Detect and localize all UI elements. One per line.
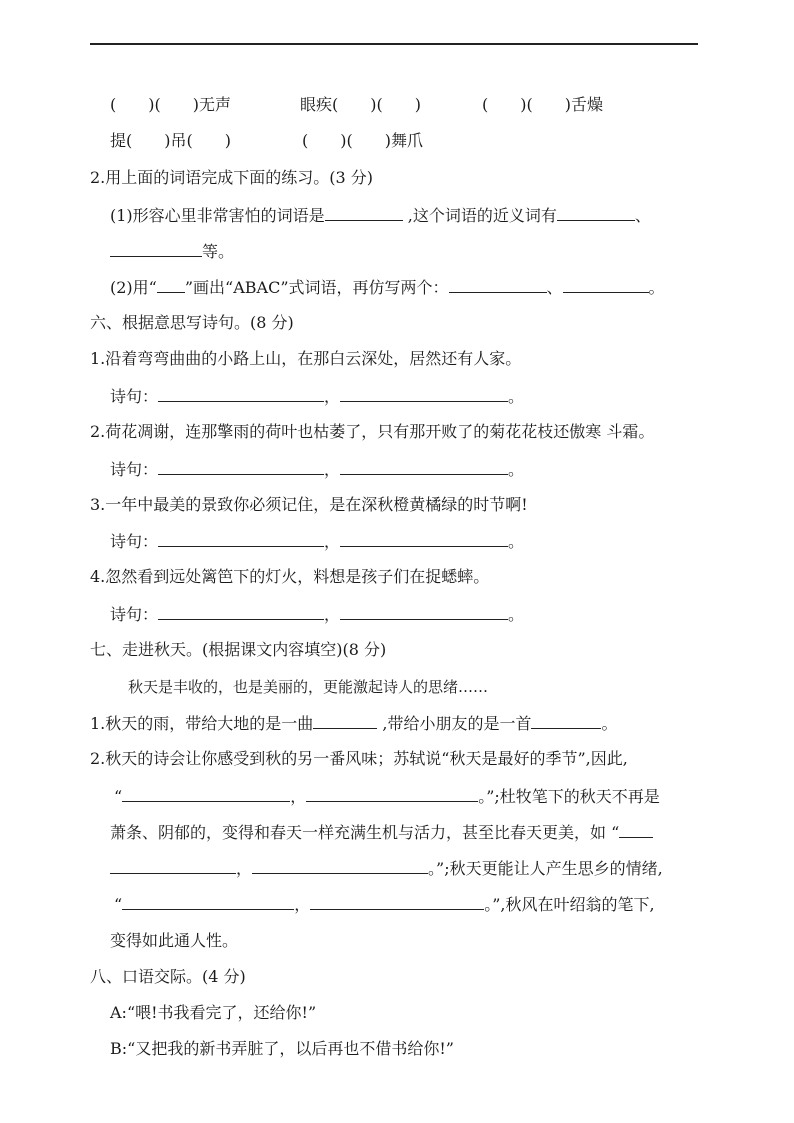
idiom-blank-5: ( )( )舞爪 bbox=[302, 131, 423, 150]
answer-blank[interactable] bbox=[325, 205, 403, 221]
poem-prompt-2: 2.荷花凋谢，连那擎雨的荷叶也枯萎了，只有那开败了的菊花花枝还傲寒 斗霜。 bbox=[90, 422, 655, 441]
period: 。 bbox=[508, 387, 525, 406]
comma: ， bbox=[324, 605, 341, 624]
answer-blank[interactable] bbox=[158, 459, 324, 475]
answer-blank[interactable] bbox=[252, 858, 428, 874]
q2-text-c1: 萧条、阴郁的，变得和春天一样充满生机与活力，甚至比春天更美，如 “ bbox=[110, 823, 620, 842]
dialogue-b: B:“又把我的新书弄脏了，以后再也不借书给你!” bbox=[110, 1039, 454, 1058]
section-7-q2: 2.秋天的诗会让你感受到秋的另一番风味；苏轼说“秋天是最好的季节”,因此, bbox=[90, 749, 628, 768]
comma: ， bbox=[290, 787, 307, 806]
question-2-2-text-a: (2)用“ bbox=[110, 278, 157, 297]
answer-blank[interactable] bbox=[306, 786, 478, 802]
comma: ， bbox=[324, 532, 341, 551]
q2-text-b3: 。”;杜牧笔下的秋天不再是 bbox=[478, 787, 660, 806]
section-8-heading: 八、口语交际。(4 分) bbox=[90, 967, 246, 986]
comma: ， bbox=[236, 859, 253, 878]
question-2-2-text-d: 。 bbox=[648, 278, 665, 297]
poem-label: 诗句： bbox=[110, 605, 159, 624]
question-2-1-text-a: (1)形容心里非常害怕的词语是 bbox=[110, 206, 325, 225]
answer-blank[interactable] bbox=[122, 894, 294, 910]
period: 。 bbox=[508, 460, 525, 479]
answer-blank[interactable] bbox=[340, 386, 508, 402]
question-2-1-cont bbox=[110, 241, 234, 262]
poem-prompt-3: 3.一年中最美的景致你必须记住，是在深秋橙黄橘绿的时节啊! bbox=[90, 495, 528, 514]
answer-blank[interactable] bbox=[158, 604, 324, 620]
section-7-q2-line3 bbox=[110, 822, 653, 843]
poem-prompt-4: 4.忽然看到远处篱笆下的灯火，料想是孩子们在捉蟋蟀。 bbox=[90, 567, 490, 586]
idiom-blank-4: 提( )吊( ) bbox=[110, 131, 231, 150]
answer-blank[interactable] bbox=[158, 531, 324, 547]
poem-prompt-1: 1.沿着弯弯曲曲的小路上山，在那白云深处，居然还有人家。 bbox=[90, 349, 522, 368]
answer-blank[interactable] bbox=[110, 241, 202, 257]
q2-text-d3: 。”;秋天更能让人产生思乡的情绪, bbox=[428, 859, 663, 878]
section-7-q2-line6: 变得如此通人性。 bbox=[110, 931, 239, 950]
answer-blank[interactable] bbox=[449, 277, 547, 293]
section-7-q2-line5 bbox=[114, 894, 655, 915]
section-7-q2-line2 bbox=[114, 786, 660, 807]
poem-label: 诗句： bbox=[110, 532, 159, 551]
comma: ， bbox=[324, 387, 341, 406]
question-2-1-text-c: 、 bbox=[634, 206, 651, 225]
idiom-blank-1: ( )( )无声 bbox=[110, 95, 231, 114]
poem-label: 诗句： bbox=[110, 387, 159, 406]
q2-text-e3: 。”,秋风在叶绍翁的笔下, bbox=[484, 895, 655, 914]
q1-text-b: ,带给小朋友的是一首 bbox=[377, 714, 532, 733]
question-2-heading: 2.用上面的词语完成下面的练习。(3 分) bbox=[90, 168, 374, 187]
idiom-blank-2: 眼疾( )( ) bbox=[300, 95, 421, 114]
answer-blank[interactable] bbox=[531, 713, 601, 729]
question-2-2-text-b: ”画出“ABAC”式词语，再仿写两个： bbox=[184, 278, 449, 297]
section-7-intro: 秋天是丰收的，也是美丽的，更能激起诗人的思绪…… bbox=[128, 678, 489, 696]
question-2-1-text-b: ,这个词语的近义词有 bbox=[402, 206, 557, 225]
comma: ， bbox=[294, 895, 311, 914]
question-2-1-text-d: 等。 bbox=[202, 242, 235, 261]
comma: ， bbox=[324, 460, 341, 479]
open-quote: “ bbox=[114, 787, 123, 806]
poem-answer-2 bbox=[110, 459, 524, 480]
poem-answer-3 bbox=[110, 531, 524, 552]
answer-blank[interactable] bbox=[122, 786, 290, 802]
q1-text-a: 1.秋天的雨，带给大地的是一曲 bbox=[90, 714, 314, 733]
q1-text-c: 。 bbox=[601, 714, 618, 733]
underline-sample bbox=[157, 277, 185, 293]
section-7-q1 bbox=[90, 713, 617, 734]
poem-label: 诗句： bbox=[110, 460, 159, 479]
answer-blank[interactable] bbox=[110, 858, 236, 874]
answer-blank[interactable] bbox=[340, 531, 508, 547]
poem-answer-4 bbox=[110, 604, 524, 625]
period: 。 bbox=[508, 532, 525, 551]
poem-answer-1 bbox=[110, 386, 524, 407]
answer-blank[interactable] bbox=[310, 894, 484, 910]
answer-blank[interactable] bbox=[563, 277, 649, 293]
dialogue-a: A:“喂!书我看完了，还给你!” bbox=[110, 1003, 317, 1022]
section-6-heading: 六、根据意思写诗句。(8 分) bbox=[90, 313, 294, 332]
question-2-2 bbox=[110, 277, 665, 298]
section-7-heading: 七、走进秋天。(根据课文内容填空)(8 分) bbox=[90, 640, 387, 659]
answer-blank[interactable] bbox=[313, 713, 377, 729]
answer-blank[interactable] bbox=[340, 459, 508, 475]
period: 。 bbox=[508, 605, 525, 624]
question-2-2-text-c: 、 bbox=[546, 278, 563, 297]
answer-blank[interactable] bbox=[557, 205, 635, 221]
open-quote: “ bbox=[114, 895, 123, 914]
section-7-q2-line4 bbox=[110, 858, 663, 879]
answer-blank[interactable] bbox=[619, 822, 653, 838]
top-rule bbox=[90, 43, 698, 45]
question-2-1 bbox=[110, 205, 651, 226]
answer-blank[interactable] bbox=[340, 604, 508, 620]
idiom-blank-3: ( )( )舌燥 bbox=[482, 95, 603, 114]
answer-blank[interactable] bbox=[158, 386, 324, 402]
